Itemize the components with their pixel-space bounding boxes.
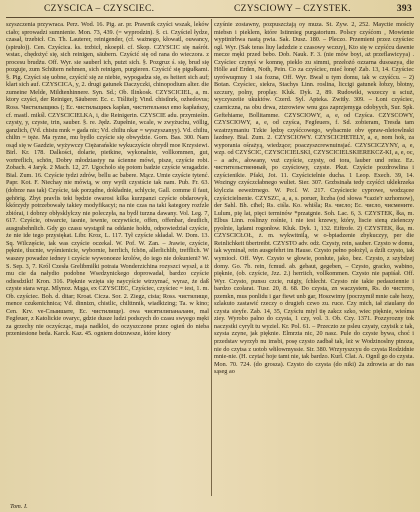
left-column-text: szyszczenia przywraca. Perz. Wod. 16. Pig. ar. pr. Prawnik czyści wszak, leków ciało; sprowadzi sumnienie. Mon. 73, 439. (= wyprodzin). §. ci. Czyściel łydze, czasał, trzebicł. Cn. Th. Lauterer, reinigender, (cf. ważnego, kłowatl, ouwancy, (spiruło)). Cen. Czyścica. ks. trzbicł, nkoepił. cf. Skop. CZYSCIC się naśrót. wstar., chędożyć się, sich reinigen, säubern. Czyścić się od rana do wieczora. z procesu brudżu. Off. Wyr. sie sauberl ich, putzt sich. §. Pozgruz ś. się, brud się pozguje, zum Schütern nehmen, sich reinigen, purgieren. Czyścić się pigułkami. §. Pig. Czyści się uobne, czyścić się ze niebie, wypogadza się, es heitert sich auf; klart sich auf. CZYSCICA, y, 2. drugi gatunek Daczyczki, chinopodium alter. die zumeine Melde, Mildtenhinnere. Syn. Sd.; Ob. Ilinkosk. CZYSCICIEL, a, m. ktory czyści, der Reiniger, Säuberer. Ec. c. Tiślitelj; Vind. chistlnrk, ozhedovus; Ross. Чистилыщикъ (; Ec. чистильщикъ kapłan, чистительнил emo kapłańszy, cf. mastl. mikśl. CZYSCICIELKA, i, die Reinigerin. CZYSCIE adu. przymieśtn. czysty, y, czyste, trin, sauber. §. re. Jędz. Zupełnie, wcale, w zwyżuchu, völlig, ganzlich, (Vd. chistu mnk = gada nic; Vd. chiltu nkar = wyszyszanyy). Vd. chiltu, chiltn = tęże. Ma ryzne, mu bydlo czyście się obwydzie. Gorn. Bas. 300. Nam osąd się w Gazdzie, wyżywczy Ciężarańskie wykuczyście obrydł moe Krzysiewi. Birl. Kr. 178. Dalkości, dolarie, pietkine, wykonalnie, vollkommen, gut, vortreflich, schön, Dobry młodziastyy na ścienne mówi, pisze, czyście robi. Zobach. 4 Jaryk. 2 Mach. 12, 27. Ugocholo się potom badzie czyście wragadzie. Bial. Zum. 16. Czyście tydzi zdrów, bellu ac babere. Mącz. Umie czyście tytenć. Papr. Kot. F. Niechay nie mówią, w ony wytli czystście tak nam. Pub. Fr. 63. (dobrze nas tak) Czyście, tak porządne, dokładnie, schlycie, Gall. comme il faut, gehörig. Zbyt pravlis teki będzie owarosi kilka kurzpanzi czyście obdarowyk, kkórzydy potrzebowały takiey modyfikacyi; na nie czas na taki kategory rozfzle zbiórai, i dobrzy obłysklylczy nie poleczyła, na bydł turzna dawany. Vol. Leg. 7, 617. Czyście, otwarcie, iasnie, iewnie, oczywiście, offen, offenbar, deutlich, ausgrabehnlich. Gdy go czasu wystąpił na oddanie hołdu, odpowiedział czyście, że nie ide tego przysiękat. Libr. Kroz, L. 117. Tył czyście składal. W. Dom. 13. Sq. Wilczęście, iak was czyście oczekal. W. Pof. W. Zan. – Jrawie, czyście, pęknie, tłucnie, wyśmienicie, wybornie, herrlich, fchön, allerlichlib, trefflich. W waszey powadze iedney i czyście wywonoeze krolów, do iego nie dokunieni? W. S. Sep. 3, 7. Król Czesła Grelibmiłki potraia Wonderzichina rozyszci wyszł, a iż mu cie da nałydio podobne Wsedzynickego doprowadał, bardzo czyście odiesdzikt! Kron. 316. Pięknie wzięta się naycyście wtrzymać, wyraz, że daß czyste stara wrąz. Mlynoz. Mąga, ex CZYSCIEC, Czyściec, czyściec = iest, 1. m. Ob. czyściec. Boh. d. ditar; Kroat. Cicza. Sor. 2. Ziegz, cista; Ross. чистилище, mence czukenichnica; Vd. dinnizn, chistlic, chilttnnik, wiadkizing; Ta. w kino; Cen. Krv. ve-Слыишате, Ec. чистилище). owa чисятилипаналанн, mal Fegfeuer, z Katolickie ovaryc, gdzie dusze ludzi podszych do czasu swyego męki za grzechy nie oczyścząc, maja nadkloi, do oczyszczone przez ogień do nieba przeniesione beda. Karck. Kaz. 45. ogniem dotzuwsze, które ktory [6, 21, 209, 338]
left-column [6, 21, 209, 502]
right-column [214, 21, 414, 502]
volume-label: Tom. I. [10, 503, 28, 510]
header-rule [6, 17, 414, 18]
right-column-text: czyśnie zostawny, pozpuszcżają oy muza. St. Zyw. 2, 252. Mayctie mościy miebsn i pieklem, które Istinnieg purgatorium. Polscy czyśćom , Mowienie wyptinirbwa nastą pwia. Sak. Dusz. 180. – Pleczo. Przemieni przez czyściec ogl. Wyr. (Sak teras liuy ladzdzie z czasowy wczuy), Kto się w czyśćcu dawnie mecze męki przed bebo. Dob. Nauk. F. 3. (nie mów boyi, aż przeflawicyya) . Czyściec czynyś w komnę, pieklo zu simmi, przełożó ozzarna dusoazya, die Hölle auf Erden, Noth, Pein. Co za czyściec, mieć łonę! Zab. 13, 14. Czyściec uyrówuqmuy 1 sia fozna, Off. Wyr. Bwał u tym domu, iak w czyśćcu. – 2) Botan. Czyściec, siekra, Stachys Linn. roslina, liccigi gatunek łobzy, błotny, szczury, polny, proplay. Kluk. Dyk. 2, 89. Rudowiki, wszeczy u sciuż, wyczyszeiie ukuktów. Czerd. Syl. Apteka. Zwitły. 309. – Łoni czyściec, czarniczna, na obu drwa, ztzrowiew wnu gza zaprzjemyga cdobyych, Sur. Spk. Geftehiame, Bollitamme. CZYSCIOWY, a, e, od Czyśca. CZYSCOWY, CZYSCIOWY, a, e, od czyśca, Fegfeuers, f. Sd. zobieram, Tresda tam wzatrzymaniu Tzkie lędzę czyśćcowego, wybacmie obv ępraw-nleiowlnski lazdney. Bial. Zum. 2. CZYSCIOWY. CZYSCICHETELY, a, e, nom hok, za wyporania ośrażyą, wiedzące; poaczyszcrewnuinsjać. CZYSCICZYNY, a, e, wzp. od CZYŚCIC, CZYSCICIELSKI, CZYSCICIELSKIEREKCZ-KI, a, e, oc, – a adv., ałowany, vuż czyście, czysty, od tora, lauber und reisz. Ez. чистительственный, po czyściowy, czyste. Pkut. Czyście pozdrowlina i czyścienikie. Pfaki, Jot. 11. Czyścicielnie ducha. 1 Leop. Exech. 39, 14. Wozingy czyśczcłabnego wuliet. Sier. 307. Grzbsinała tedy czyśćci uklekrzeka kiylczia eeweżrnego. W. Po:ſ. W. 217. Czyściecie cyprowe, wodzącee czyścicielnenie. CZYSZC, a, a, s. poruer, liczba (od słowa *cazie'r szrhomow), der Sahl. Bh. ciħel; Rs. ciśla. Ko. whiśla; Rs. число; Ec. число, чисменитe. Lulum, pię lat, pięci terminów *przatgnie. Soh. Lac. 6, 3. CZYSTEK, łka, m. Elbus Linn. roślinzy rośnie, i nie iest krzewy, który, liscie sieną zielenczy pyolnie, lądami rogonłow. Kluk. Dyk. 1, 132. Eiftrofe. 2) CZYSTEK, łka, m. CZYSCICŁOŁ, ż. m. wykwitnilą, w o-bpiadzenie zbykuczyy, per die Reinlichkeit übertreibt. CZYSTO adv. odż. Czysty, rein, sauber. Czysto w domu, iak wyminał, rein ausgefehrt im Hause. Czysto pełno położyl, a dzili czysto, iak wymiocł. Off. Wyr. Czysto w głowie, ponłute, jako, bez. Czysto, z szybdzej domy. Go. 7b. rein, fcmud. ab. gebaut, gegeben, – Czysto, gracko, wabino, pięknie, (ob. czyście, Jzz. 2.) herriich, vollkommen. Czysto nie papiśał. Off. Wyr. Czysto, punsu czcie, ruigty, ſchlecht. Czysto nie takie pedasziennie i bardzo czołarat. Tusr. 20, 8. 68. Do czysta, zn waczystem, Rs. do чистлто, pzemkn, mus ponlidu i gar fiewt unb gar, Hoszwimy (pocrzymił mnie całe hezy, szlakuto zastawić rzeczy o drugieh czwo zu. ruce. Czy mich, iał ziaulany do czysta sieyfe. Zab. 14, 35, Czyściu miyl tię zakcz szko, wiec pięknie, wieśma ziey. Wyrobo palno do czysta, 1 czy, vol. 3. Ob. Czy. 1371. Pozzyrozny tok naczystki cyrylt tu wyziel. Kr. Pol. 61. – Przeczto ze psleu czyaty, czyisik z tak, szysta zzyne, jak pięknie. Elmrzta nic, 20 nasz. Pule do czyste bywa, choć i przedstav wyrzyb nu imsbi, posę czysto zadbał tak, leż w Wodzinoslny ptnoza, nie do czytsa z uotob włiłowmyssie. Sir. 380. Wrzyryszcyu do czysta Rodzidnie mnie-nie. (H. czytać hoje tamt nie, tak bardzo. Kurl. Clat. A. Ognil go do czysta. Mon. 70. 724. (do grosza). Czysto do czysta (do niki) 2a zdrowia ar do nas sąseg ao [214, 21, 414, 376]
column-divider [211, 19, 212, 496]
header-right-title: CZYSCIOWY – CZYSTEK. [234, 4, 351, 14]
running-header [6, 4, 414, 18]
page-number: 393 [396, 4, 412, 14]
header-left-title: CZYSCICA – CZYSCIEC. [44, 4, 155, 14]
